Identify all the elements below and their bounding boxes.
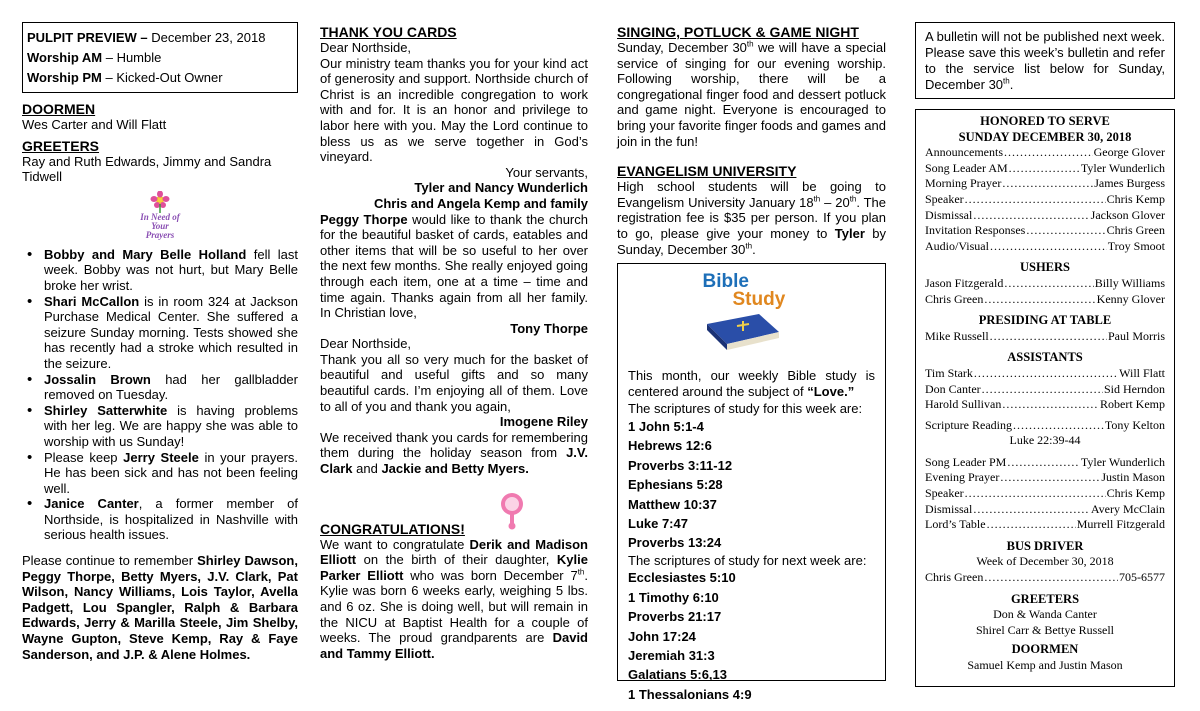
scripture-reference: Luke 7:47: [628, 515, 688, 531]
serve-role-row: Harold Sullivan ..... Robert Kemp: [925, 397, 1165, 413]
greeters-title: GREETERS: [1010, 591, 1080, 606]
signature-1b: Chris and Angela Kemp and family: [373, 195, 588, 211]
letter-2: Peggy Thorpe would like to thank the church for the beautiful basket of cards, eatables and other items that will be so useful to her over the next few months. She really enjoyed going through each item, one at a time – time and time again. Thanks again from all her family. In Christian love,: [320, 211, 588, 321]
prayer-list-item: • Jossalin Brown had her gallbladder removed on Tuesday.: [44, 372, 298, 403]
signature-1a: Tyler and Nancy Wunderlich: [414, 180, 588, 196]
scripture-reference: Ecclesiastes 5:10: [628, 570, 736, 586]
serve-role-row: Chris Green ..... Kenny Glover: [925, 292, 1165, 308]
prayer-list-item: • Shirley Satterwhite is having problems with her leg. We are happy she was able to worship with us Sunday!: [44, 403, 298, 450]
preview-pm: Worship PM – Kicked-Out Owner: [27, 70, 223, 85]
honored-date: SUNDAY DECEMBER 30, 2018: [958, 129, 1132, 144]
thank-you-heading: THANK YOU CARDS: [320, 24, 457, 40]
ushers-title: USHERS: [1019, 260, 1071, 275]
prayer-list-item: • Bobby and Mary Belle Holland fell last week. Bobby was not hurt, but Mary Belle broke her wrist.: [44, 247, 298, 294]
prayer-list-item: • Janice Canter, a former member of Northside, is hospitalized in Nashville with serious health issues.: [44, 496, 298, 543]
serve-role-row: Invitation Responses ..... Chris Green: [925, 223, 1165, 239]
prayer-logo: [130, 191, 190, 243]
congratulations-text: We want to congratulate Derik and Madison Elliott on the birth of their daughter, Kylie Parker Elliott who was born December 7th. Kylie was born 6 weeks early, weighing 5 lbs. and 6 oz. She is doing well, but will remain in the NICU at Baptist Health for a couple of weeks. The proud grandparents are David and Tammy Elliott.: [320, 536, 588, 661]
bus-driver-title: BUS DRIVER: [1006, 538, 1084, 553]
bible-book-icon: [701, 310, 781, 352]
scripture-reference: 1 Thessalonians 4:9: [628, 686, 752, 702]
serve-role-row: Lord’s Table ..... Murrell Fitzgerald: [925, 517, 1165, 533]
next-week-verses: [628, 568, 875, 704]
closing-1: Your servants,: [505, 164, 588, 180]
signature-2: Tony Thorpe: [510, 320, 588, 336]
presiding-title: PRESIDING AT TABLE: [978, 313, 1112, 328]
greeters-line-2: Shirel Carr & Bettye Russell: [976, 622, 1114, 637]
roles-pm: [925, 455, 1165, 533]
bible-intro: This month, our weekly Bible study is centered around the subject of “Love.”: [628, 368, 875, 399]
serve-role-row: Speaker ..... Chris Kemp: [925, 192, 1165, 208]
scripture-reference: 1 John 5:1-4: [628, 418, 704, 434]
scripture-reference: 1 Timothy 6:10: [628, 589, 719, 605]
scripture-reference: Hebrews 12:6: [628, 438, 712, 454]
column-3: [617, 22, 887, 702]
assistants-list: [925, 366, 1165, 413]
bible-logo-line2: Study: [732, 289, 786, 311]
scripture-reference: John 17:24: [628, 628, 696, 644]
serve-role-row: Tim Stark ..... Will Flatt: [925, 366, 1165, 382]
baby-rattle-icon: [496, 492, 528, 530]
doormen-heading: DOORMEN: [22, 101, 96, 117]
serve-role-row: Jason Fitzgerald ..... Billy Williams: [925, 276, 1165, 292]
bible-study-box: [617, 263, 886, 702]
serve-role-row: Evening Prayer ..... Justin Mason: [925, 470, 1165, 486]
honored-title: HONORED TO SERVE: [980, 114, 1110, 128]
serve-role-row: Audio/Visual ..... Troy Smoot: [925, 239, 1165, 255]
salutation-3: Dear Northside,: [320, 336, 412, 352]
singing-heading: SINGING, POTLUCK & GAME NIGHT: [617, 24, 859, 40]
scripture-reference: Galatians 5:6,13: [628, 667, 727, 683]
greeters-text: Ray and Ruth Edwards, Jimmy and Sandra Tidwell: [22, 153, 272, 185]
letter-3: Thank you all so very much for the basket of beautiful and useful gifts and so many beautiful cards. I’m enjoying all of them. Love to all of you and thank you again,: [320, 351, 588, 414]
scripture-reference: Proverbs 21:17: [628, 609, 722, 625]
bible-study-logo: [697, 272, 807, 352]
serve-role-row: Song Leader PM ..... Tyler Wunderlich: [925, 455, 1165, 471]
doormen-text: Wes Carter and Will Flatt: [22, 117, 167, 132]
serve-role-row: Mike Russell ..... Paul Morris: [925, 329, 1165, 345]
prayer-list-item: • Shari McCallon is in room 324 at Jackson Purchase Medical Center. She suffered a seizure Sunday morning. Tests showed she has recently had a stroke which resulted in the seizure.: [44, 294, 298, 372]
serve-role-row: Dismissal ..... Avery McClain: [925, 502, 1165, 518]
serve-role-row: Don Canter ..... Sid Herndon: [925, 382, 1165, 398]
scripture-reference: Luke 22:39-44: [1009, 433, 1081, 448]
bible-logo-line1: Bible: [702, 271, 749, 293]
presiding-list: [925, 329, 1165, 345]
doormen-title: DOORMEN: [1011, 642, 1079, 657]
scripture-reference: Matthew 10:37: [628, 496, 717, 512]
column-2: [320, 22, 588, 661]
greeters-line-1: Don & Wanda Canter: [993, 607, 1097, 622]
bus-driver-row: Chris Green ..... 705-6577: [925, 570, 1165, 586]
congratulations-heading: CONGRATULATIONS!: [320, 520, 465, 537]
column-4: [915, 22, 1175, 687]
scripture-reading-row: Scripture Reading ..... Tony Kelton: [925, 418, 1165, 434]
bus-driver-week: Week of December 30, 2018: [976, 554, 1114, 569]
assistants-title: ASSISTANTS: [1007, 350, 1083, 365]
doormen-line: Samuel Kemp and Justin Mason: [967, 658, 1123, 672]
greeters-heading: GREETERS: [22, 137, 100, 154]
evangelism-heading: EVANGELISM UNIVERSITY: [617, 163, 797, 180]
this-week-label: The scriptures of study for this week are:: [628, 401, 863, 417]
scripture-reference: Proverbs 13:24: [628, 535, 722, 551]
next-week-label: The scriptures of study for next week are:: [628, 552, 867, 568]
preview-am: Worship AM – Humble: [27, 50, 162, 65]
evangelism-text: High school students will be going to Evangelism University January 18th – 20th. The registration fee is $35 per person. If you plan to go, please give your money to Tyler by Sunday, December 30th.: [617, 179, 887, 257]
pulpit-preview-box: [22, 22, 298, 93]
prayer-list-item: • Please keep Jerry Steele in your prayers. He has been sick and has not been feeling well.: [44, 450, 298, 497]
serve-role-row: Speaker ..... Chris Kemp: [925, 486, 1165, 502]
signature-3: Imogene Riley: [499, 414, 588, 430]
serve-role-row: Announcements ..... George Glover: [925, 145, 1165, 161]
remember-paragraph: Please continue to remember Shirley Dawson, Peggy Thorpe, Betty Myers, J.V. Clark, Pat Wilson, Nancy Williams, Lois Taylor, Avella Padgett, Lou Spangler, Ralph & Barbara Edwards, Jerry & Marilla Steele, Jim Shelby, Wayne Gupton, Steve Kemp, Ray & Faye Sanderson, and J.P. & Alene Holmes.: [22, 553, 298, 662]
letter-1: Our ministry team thanks you for your kind act of generosity and support. Northside church of Christ is an incredible congregation to work with and for. It is an honor and privilege to labor here with you. May the Lord continue to bless us as we serve together in God’s vineyard.: [320, 55, 588, 165]
scripture-reference: Proverbs 3:11-12: [628, 457, 733, 473]
singing-text: Sunday, December 30th we will have a special service of singing for our evening worship. Following worship, there will be a congregational finger food and dessert potluck and game night. Everyone is encouraged to bring your favorite finger foods and games and join in the fun!: [617, 39, 886, 149]
baby-rattle-image: [496, 492, 528, 530]
letter-4: We received thank you cards for remembering them during the holiday season from J.V. Clark and Jackie and Betty Myers.: [320, 429, 588, 477]
roles-am: [925, 145, 1165, 254]
prayer-list: [22, 247, 298, 543]
preview-line: PULPIT PREVIEW – December 23, 2018: [27, 30, 266, 45]
no-bulletin-notice: A bulletin will not be published next week. Please save this week’s bulletin and refer to the service list below for Sunday, December 30th.: [915, 22, 1175, 99]
serve-role-row: Morning Prayer ..... James Burgess: [925, 176, 1165, 192]
scripture-reference: Jeremiah 31:3: [628, 647, 715, 663]
flower-icon: [145, 191, 175, 213]
serve-role-row: Song Leader AM ..... Tyler Wunderlich: [925, 161, 1165, 177]
salutation-1: Dear Northside,: [320, 40, 412, 55]
column-1: [22, 22, 298, 662]
ushers-list: [925, 276, 1165, 307]
prayer-logo-text: In Need of Your Prayers: [140, 211, 180, 240]
scripture-reference: Ephesians 5:28: [628, 477, 723, 493]
honored-to-serve-box: [915, 109, 1175, 687]
this-week-verses: [628, 417, 875, 553]
serve-role-row: Dismissal ..... Jackson Glover: [925, 208, 1165, 224]
